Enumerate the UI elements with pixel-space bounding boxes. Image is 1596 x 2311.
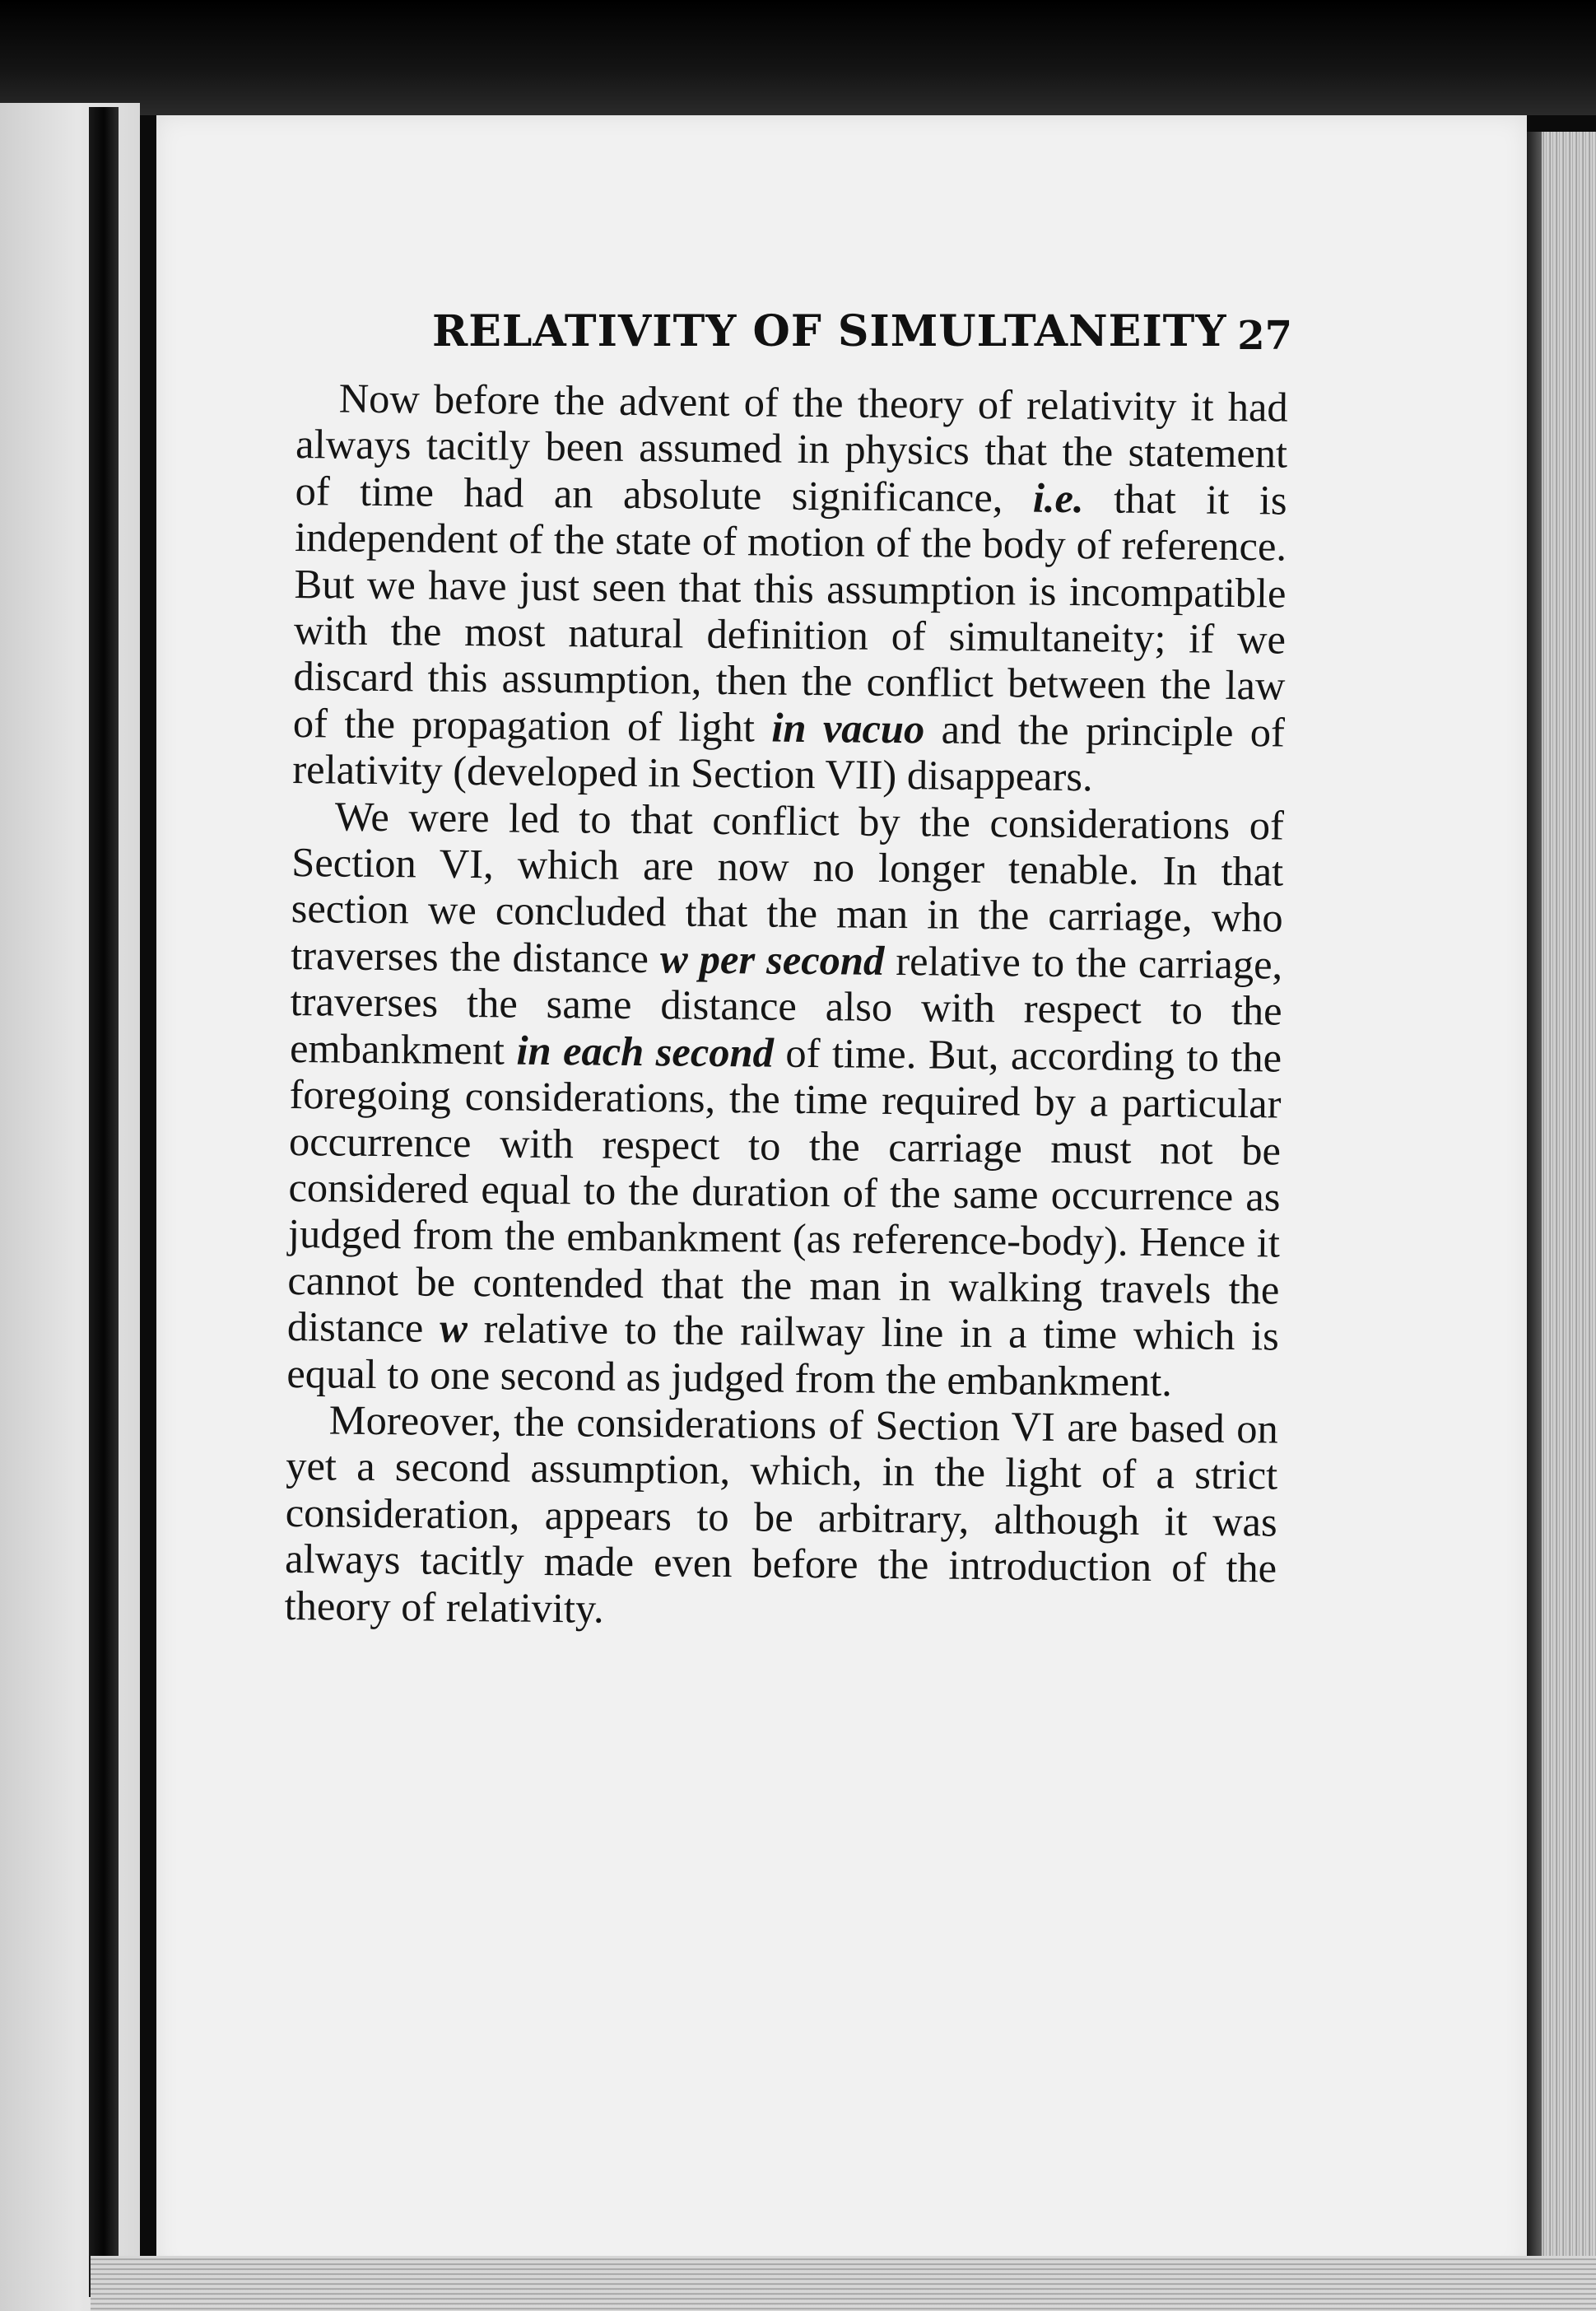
page-stack-shadow — [1527, 132, 1542, 2311]
page-number: 27 — [1237, 313, 1292, 359]
paragraph-3: Moreover, the considerations of Section VI are based on yet a second assumption, which, in the light of a strict consideration, appears to be arbitrary, although it was always tacitly made even before the introduction of the theory of relativity. — [284, 1396, 1279, 1632]
running-title: RELATIVITY OF SIMULTANEITY — [432, 306, 1227, 356]
book-gutter — [89, 107, 119, 2297]
scan-border-top — [0, 0, 1596, 115]
paragraph-2: We were led to that conflict by the considerations of Section VI, which are now no longer tenable. In that section we concluded that the man in the carriage, who traverses the distance w per second relative to the carriage, traverses the same distance also with respect to the embankment in each second of time. But, according to the foregoing considerations, the time required by a particular occurrence with respect to the carriage must not be considered equal to the duration of the same occurrence as judged from the embankment (as reference-body). Hence it cannot be contended that the man in walking travels the distance w relative to the railway line in a time which is equal to one second as judged from the embankment. — [286, 793, 1285, 1405]
paragraph-1: Now before the advent of the theory of relativity it had always tacitly been assumed in physics that the statement of time had an absolute significance, i.e. that it is independent of the state of motion of the body of reference. But we have just seen that this assumption is incompatible with the most natural definition of simultaneity; if we discard this assumption, then the conflict between the law of the propagation of light in vacuo and the principle of relativity (developed in Section VII) disappears. — [292, 375, 1288, 800]
book-bottom-edge — [91, 2256, 1596, 2311]
facing-page-edge — [0, 103, 140, 2311]
body-text — [284, 375, 1288, 1638]
